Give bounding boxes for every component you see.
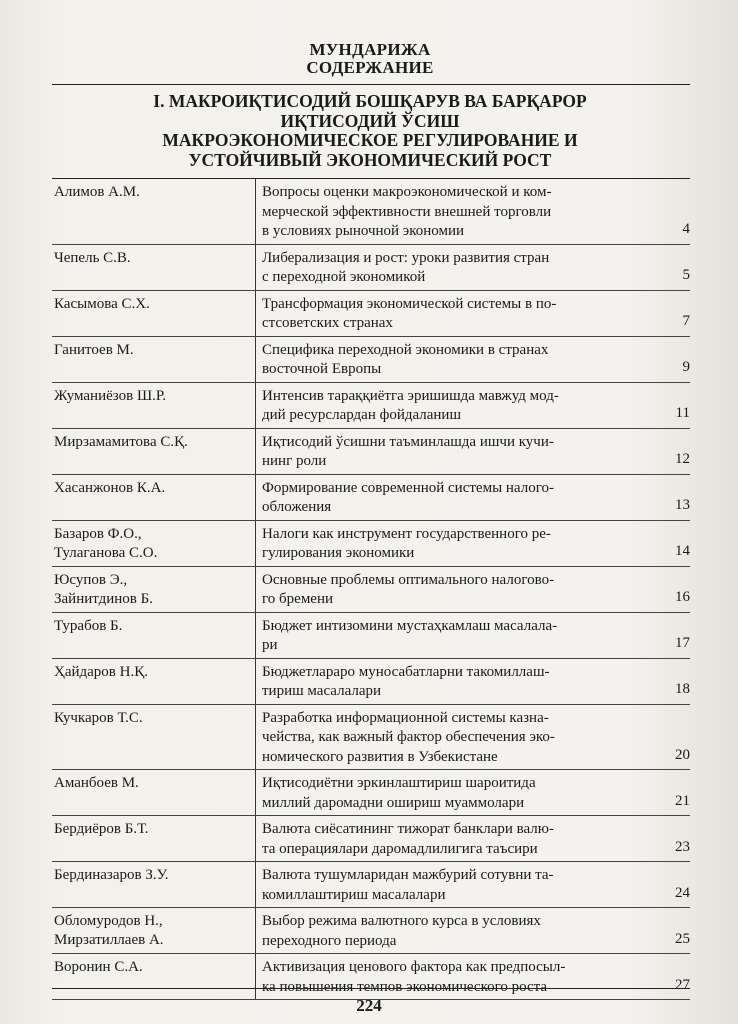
toc-row: [52, 383, 690, 429]
toc-author: Касымова С.Х.: [54, 295, 150, 312]
toc-author: Алимов А.М.: [54, 184, 140, 200]
toc-title-line: ри: [262, 637, 278, 653]
toc-author: Чепель С.В.: [54, 249, 131, 266]
toc-author: Ганитоев М.: [54, 341, 134, 358]
toc-author: Воронин С.А.: [54, 959, 143, 975]
top-divider: [52, 84, 690, 85]
toc-title-line: Либерализация и рост: уроки развития стран: [262, 249, 550, 266]
toc-title-line: Иқтисодий ўсишни таъминлашда ишчи кучи-: [262, 433, 554, 450]
toc-entry-title: [256, 179, 690, 244]
toc-title-line: миллий даромадни ошириш муаммолари: [262, 794, 525, 811]
toc-authors: [52, 179, 256, 244]
toc-table: [52, 178, 690, 1000]
toc-author: Мирзамамитова С.Қ.: [54, 433, 188, 450]
toc-page-number: 21: [675, 792, 690, 809]
toc-authors: [52, 245, 256, 290]
toc-page-number: 5: [682, 267, 690, 283]
toc-authors: [52, 908, 256, 953]
toc-title-line: Интенсив тараққиётга эришишда мавжуд мод-: [262, 387, 559, 404]
toc-page-number: 14: [675, 543, 690, 559]
toc-title-line: Иқтисодиётни эркинлаштириш шароитида: [262, 775, 536, 791]
toc-authors: [52, 521, 256, 566]
toc-author: Базаров Ф.О.,: [54, 525, 142, 542]
toc-title-line: восточной Европы: [262, 361, 382, 377]
toc-author: Турабов Б.: [54, 617, 123, 634]
toc-authors: [52, 954, 256, 999]
section-title-line: I. МАКРОИҚТИСОДИЙ БОШҚАРУВ ВА БАРҚАРОР: [153, 91, 587, 111]
toc-title-line: Трансформация экономической системы в по-: [262, 295, 557, 312]
toc-page-number: 7: [682, 313, 690, 329]
toc-author: Хасанжонов К.А.: [54, 479, 166, 496]
toc-row: [52, 179, 690, 245]
toc-title-line: Валюта сиёсатининг тижорат банклари валю-: [262, 821, 554, 837]
toc-row: [52, 567, 690, 613]
toc-title-line: Бюджет интизомини мустаҳкамлаш масалала-: [262, 617, 558, 634]
toc-authors: [52, 291, 256, 336]
toc-author: Мирзатиллаев А.: [54, 932, 164, 948]
toc-author: Аманбоев М.: [54, 775, 139, 791]
toc-authors: [52, 475, 256, 520]
section-title-line: МАКРОЭКОНОМИЧЕСКОЕ РЕГУЛИРОВАНИЕ И: [162, 130, 578, 150]
toc-entry-title: [256, 429, 690, 474]
toc-page-number: 13: [675, 497, 690, 513]
toc-author: Ҳайдаров Н.Қ.: [54, 663, 148, 680]
toc-title-line: мерческой эффективности внешней торговли: [262, 203, 552, 220]
toc-row: [52, 245, 690, 291]
toc-row: [52, 908, 690, 954]
toc-title-line: Специфика переходной экономики в странах: [262, 341, 549, 358]
toc-page-number: 20: [675, 746, 690, 763]
toc-title-line: Валюта тушумларидан мажбурий сотувни та-: [262, 867, 554, 883]
toc-title-line: номического развития в Узбекистане: [262, 748, 498, 765]
toc-title-line: Бюджетлараро муносабатларни такомиллаш-: [262, 663, 550, 680]
toc-title-line: в условиях рыночной экономии: [262, 223, 465, 239]
section-title-line: УСТОЙЧИВЫЙ ЭКОНОМИЧЕСКИЙ РОСТ: [188, 149, 552, 170]
toc-page-number: 4: [682, 221, 690, 237]
toc-row: [52, 291, 690, 337]
toc-entry-title: [256, 954, 690, 999]
toc-entry-title: [256, 245, 690, 290]
toc-page-number: 24: [675, 884, 690, 901]
toc-title-line: с переходной экономикой: [262, 269, 426, 285]
page-number: 224: [356, 996, 382, 1015]
toc-author: Кучкаров Т.С.: [54, 709, 143, 726]
toc-page-number: 12: [675, 451, 690, 467]
toc-authors: [52, 770, 256, 815]
toc-author: Юсупов Э.,: [54, 571, 128, 588]
toc-title-line: стсоветских странах: [262, 315, 393, 331]
toc-title-line: ка повышения темпов экономического роста: [262, 978, 548, 995]
toc-authors: [52, 337, 256, 382]
toc-row: [52, 613, 690, 659]
toc-author: Обломуродов Н.,: [54, 913, 163, 929]
toc-title-line: Налоги как инструмент государственного ре-: [262, 525, 551, 542]
toc-row: [52, 521, 690, 567]
toc-author: Тулаганова С.О.: [54, 544, 158, 561]
toc-title-line: та операциялари даромадлилигига таъсири: [262, 840, 538, 857]
toc-author: Бердиназаров З.У.: [54, 867, 169, 883]
toc-row: [52, 659, 690, 705]
toc-page-number: 25: [675, 930, 690, 947]
toc-page-number: 16: [675, 589, 690, 605]
toc-title-line: Вопросы оценки макроэкономической и ком-: [262, 184, 552, 200]
toc-entry-title: [256, 816, 690, 861]
toc-title-line: Разработка информационной системы казна-: [262, 709, 549, 726]
toc-author: Зайнитдинов Б.: [54, 590, 153, 607]
toc-row: [52, 337, 690, 383]
toc-title-line: переходного периода: [262, 932, 397, 949]
toc-authors: [52, 862, 256, 907]
toc-title-line: Выбор режима валютного курса в условиях: [262, 913, 541, 929]
bottom-divider: [52, 988, 690, 989]
toc-page-number: 27: [675, 976, 690, 993]
toc-authors: [52, 659, 256, 704]
toc-title-line: комиллаштириш масалалари: [262, 886, 446, 903]
toc-entry-title: [256, 659, 690, 704]
toc-entry-title: [256, 613, 690, 658]
toc-row: [52, 475, 690, 521]
toc-authors: [52, 705, 256, 770]
toc-entry-title: [256, 291, 690, 336]
toc-entry-title: [256, 862, 690, 907]
toc-row: [52, 954, 690, 1000]
toc-title-line: дий ресурслардан фойдаланиш: [262, 407, 462, 423]
toc-authors: [52, 429, 256, 474]
toc-row: [52, 705, 690, 771]
toc-authors: [52, 383, 256, 428]
toc-row: [52, 770, 690, 816]
toc-title-line: Активизация ценового фактора как предпосыл-: [262, 959, 566, 975]
section-title: [70, 92, 670, 170]
toc-title-line: гулирования экономики: [262, 545, 415, 561]
toc-author: Жуманиёзов Ш.Р.: [54, 387, 167, 404]
toc-row: [52, 816, 690, 862]
toc-title-line: чейства, как важный фактор обеспечения эко-: [262, 729, 555, 745]
toc-row: [52, 862, 690, 908]
toc-page-number: 11: [675, 405, 690, 421]
toc-authors: [52, 567, 256, 612]
toc-title-line: Основные проблемы оптимального налогово-: [262, 571, 555, 588]
toc-entry-title: [256, 770, 690, 815]
toc-page-number: 18: [675, 681, 690, 697]
contents-title-uz: МУНДАРИЖА: [309, 40, 431, 59]
toc-entry-title: [256, 705, 690, 770]
toc-title-line: тириш масалалари: [262, 683, 382, 699]
toc-page-number: 23: [675, 838, 690, 855]
toc-entry-title: [256, 908, 690, 953]
toc-title-line: нинг роли: [262, 453, 327, 469]
toc-page-number: 17: [675, 635, 690, 651]
toc-entry-title: [256, 383, 690, 428]
toc-author: Бердиёров Б.Т.: [54, 821, 149, 837]
toc-authors: [52, 613, 256, 658]
toc-entry-title: [256, 475, 690, 520]
section-title-line: ИҚТИСОДИЙ ЎСИШ: [280, 110, 460, 131]
toc-entry-title: [256, 521, 690, 566]
toc-entry-title: [256, 337, 690, 382]
toc-title-line: обложения: [262, 499, 332, 515]
toc-page-number: 9: [682, 359, 690, 375]
toc-row: [52, 429, 690, 475]
toc-title-line: го бремени: [262, 591, 334, 607]
toc-title-line: Формирование современной системы налого-: [262, 479, 554, 496]
toc-authors: [52, 816, 256, 861]
toc-entry-title: [256, 567, 690, 612]
contents-title-ru: СОДЕРЖАНИЕ: [306, 58, 434, 77]
